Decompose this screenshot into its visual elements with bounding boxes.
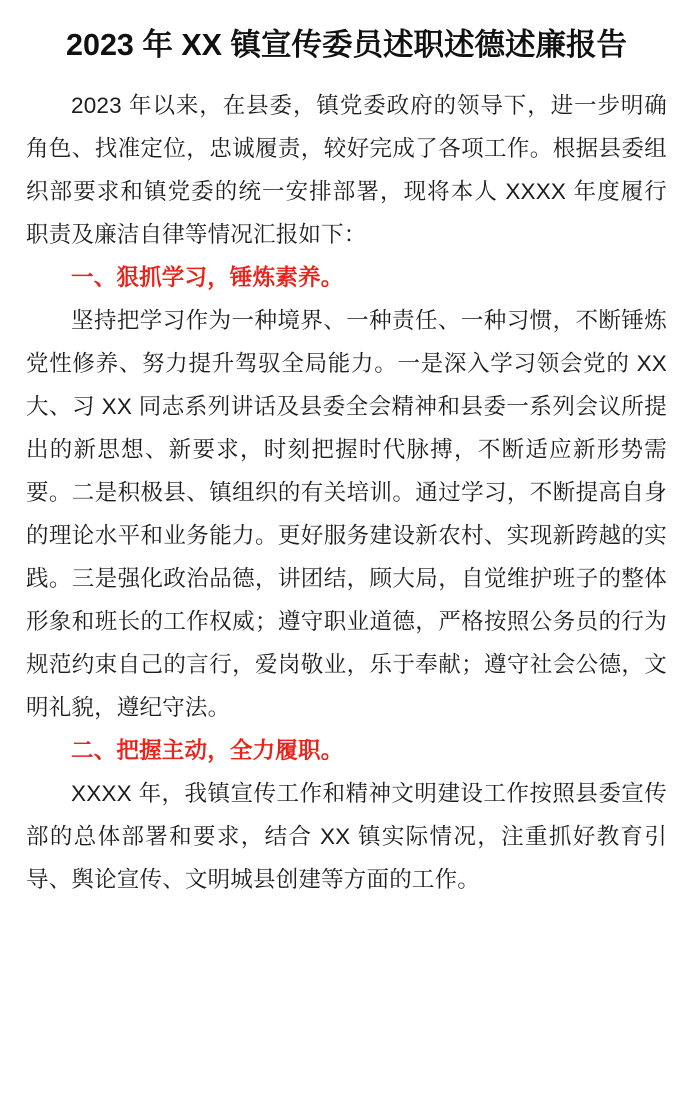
section-heading-one: 一、狠抓学习，锤炼素养。 [71, 265, 344, 291]
paragraph-section-one: 坚持把学习作为一种境界、一种责任、一种习惯，不断锤炼党性修养、努力提升驾驭全局能力。一是深入学习领会党的 XX 大、习 XX 同志系列讲话及县委全会精神和县委一系列会议所提出的新思想、新要求，时刻把握时代脉搏，不断适应新形势需要。二是积极县、镇组织的有关培训。通过学习，不断提高自身的理论水平和业务能力。更好服务建设新农村、实现新跨越的实践。三是强化政治品德，讲团结，顾大局，自觉维护班子的整体形象和班长的工作权威；遵守职业道德，严格按照公务员的行为规范约束自己的言行，爱岗敬业，乐于奉献；遵守社会公德，文明礼貌，遵纪守法。 [26, 308, 667, 721]
section-heading-two: 二、把握主动，全力履职。 [71, 738, 344, 764]
paragraph-intro: 2023 年以来，在县委，镇党委政府的领导下，进一步明确角色、找准定位，忠诚履责，较好完成了各项工作。根据县委组织部要求和镇党委的统一安排部署，现将本人 XXXX 年度履行职责及廉洁自律等情况汇报如下： [26, 93, 667, 248]
page-title: 2023 年 XX 镇宣传委员述职述德述廉报告 [66, 28, 627, 62]
paragraph-section-two: XXXX 年，我镇宣传工作和精神文明建设工作按照县委宣传部的总体部署和要求，结合 XX 镇实际情况，注重抓好教育引导、舆论宣传、文明城县创建等方面的工作。 [26, 781, 667, 893]
